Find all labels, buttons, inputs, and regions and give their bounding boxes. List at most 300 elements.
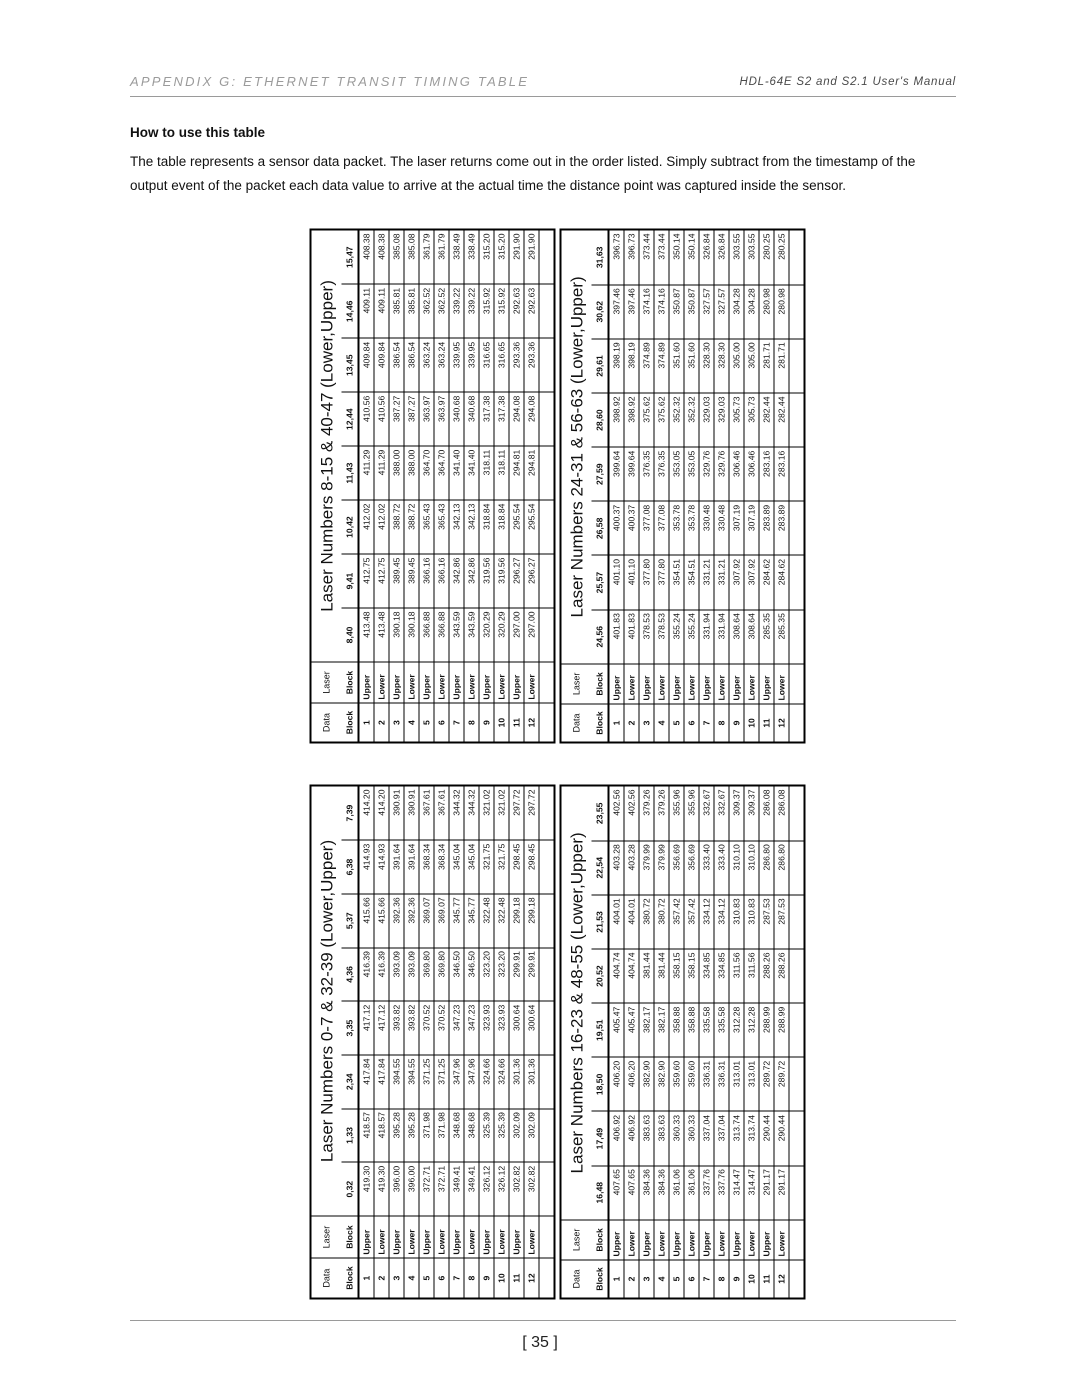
block-header: Block: [592, 704, 609, 742]
timing-value: 354.51: [669, 555, 684, 609]
timing-value: 407.65: [624, 1166, 639, 1220]
timing-value: 347.96: [449, 1055, 464, 1109]
timing-value: 352.32: [684, 393, 699, 447]
timing-value: 418.57: [359, 1109, 375, 1163]
timing-value: 310.10: [729, 841, 744, 895]
timing-value: 285.35: [774, 610, 789, 664]
block-number: 6: [434, 1258, 449, 1298]
column-header: 0,32: [342, 1162, 359, 1216]
column-header: 17,49: [592, 1111, 609, 1165]
timing-value: 308.64: [729, 610, 744, 664]
data-label: Data: [311, 703, 342, 742]
timing-value: 335.58: [699, 1003, 714, 1057]
timing-value: 293.36: [524, 338, 539, 392]
laser-block: Upper: [479, 1216, 494, 1258]
spacer-cell: [539, 1109, 555, 1163]
timing-value: 355.96: [669, 786, 684, 841]
timing-value: 367.61: [434, 786, 449, 841]
spacer-cell: [789, 1166, 805, 1220]
timing-value: 353.78: [684, 501, 699, 555]
timing-value: 393.09: [389, 948, 404, 1002]
page-header: [130, 72, 956, 97]
timing-value: 381.44: [639, 949, 654, 1003]
timing-value: 343.59: [464, 608, 479, 662]
timing-value: 375.62: [639, 393, 654, 447]
table-spacer-row: [539, 786, 555, 1299]
block-number: 5: [419, 1258, 434, 1298]
table-row: [759, 230, 774, 743]
timing-value: 332.67: [714, 786, 729, 841]
timing-value: 323.20: [479, 948, 494, 1002]
table-row: [419, 786, 434, 1299]
table-row: [609, 786, 625, 1299]
block-number: 11: [509, 703, 524, 742]
laser-block: Upper: [359, 1216, 375, 1258]
spacer-cell: [789, 339, 805, 393]
laser-block: Lower: [494, 1216, 509, 1258]
timing-value: 326.12: [479, 1162, 494, 1216]
spacer-cell: [789, 447, 805, 501]
spacer-cell: [539, 1258, 555, 1298]
timing-value: 315.92: [494, 284, 509, 338]
table-spacer-row: [789, 230, 805, 743]
timing-value: 401.10: [624, 555, 639, 609]
table-row: [624, 230, 639, 743]
timing-value: 297.72: [509, 786, 524, 841]
timing-value: 401.10: [609, 555, 625, 609]
table-row: [699, 230, 714, 743]
laser-block: Upper: [509, 1216, 524, 1258]
table-row: [449, 230, 464, 743]
laser-block: Upper: [639, 1220, 654, 1260]
timing-value: 388.72: [404, 500, 419, 554]
timing-value: 330.48: [714, 501, 729, 555]
spacer-cell: [539, 392, 555, 446]
timing-value: 368.34: [419, 840, 434, 894]
spacer-cell: [539, 500, 555, 554]
laser-block: Upper: [479, 662, 494, 703]
timing-value: 353.78: [669, 501, 684, 555]
block-number: 5: [669, 704, 684, 742]
table-row: [389, 230, 404, 743]
timing-value: 302.09: [524, 1109, 539, 1163]
timing-value: 283.89: [774, 501, 789, 555]
spacer-cell: [539, 894, 555, 948]
table-row: [419, 230, 434, 743]
timing-value: 342.86: [449, 554, 464, 608]
timing-value: 313.74: [729, 1111, 744, 1165]
timing-value: 347.23: [449, 1001, 464, 1055]
spacer-cell: [789, 501, 805, 555]
column-header: 5,37: [342, 894, 359, 948]
table-row: [684, 230, 699, 743]
block-number: 1: [609, 704, 625, 742]
timing-value: 320.29: [479, 608, 494, 662]
laser-block: Upper: [359, 662, 375, 703]
spacer-cell: [789, 1057, 805, 1111]
timing-value: 299.18: [524, 894, 539, 948]
timing-value: 384.36: [639, 1166, 654, 1220]
timing-value: 371.98: [419, 1109, 434, 1163]
table-row: [744, 786, 759, 1299]
timing-value: 343.59: [449, 608, 464, 662]
laser-block: Upper: [699, 1220, 714, 1260]
laser-block: Upper: [759, 1220, 774, 1260]
table-spacer-row: [539, 230, 555, 743]
timing-value: 345.77: [464, 894, 479, 948]
laser-block: Lower: [464, 1216, 479, 1258]
timing-value: 364.70: [434, 446, 449, 500]
timing-value: 316.65: [479, 338, 494, 392]
laser-label: Laser: [561, 1220, 592, 1260]
block-number: 10: [744, 1260, 759, 1298]
block-header: Block: [342, 1258, 359, 1298]
timing-value: 319.56: [494, 554, 509, 608]
block-number: 2: [374, 703, 389, 742]
timing-value: 299.91: [524, 948, 539, 1002]
timing-value: 383.63: [639, 1111, 654, 1165]
timing-value: 393.82: [404, 1001, 419, 1055]
timing-value: 291.90: [524, 230, 539, 285]
spacer-cell: [539, 230, 555, 285]
timing-value: 309.37: [744, 786, 759, 841]
table-row: [729, 230, 744, 743]
column-header: 13,45: [342, 338, 359, 392]
timing-value: 291.17: [759, 1166, 774, 1220]
timing-value: 280.98: [759, 285, 774, 339]
timing-value: 354.51: [684, 555, 699, 609]
column-header: 21,53: [592, 895, 609, 949]
timing-value: 357.42: [684, 895, 699, 949]
timing-value: 348.68: [464, 1109, 479, 1163]
timing-value: 323.93: [494, 1001, 509, 1055]
timing-value: 412.75: [359, 554, 375, 608]
block-number: 10: [744, 704, 759, 742]
timing-value: 374.16: [654, 285, 669, 339]
column-header: 4,36: [342, 948, 359, 1002]
laser-label: Laser: [311, 1216, 342, 1258]
table-row: [494, 786, 509, 1299]
timing-value: 316.65: [494, 338, 509, 392]
laser-block: Lower: [494, 662, 509, 703]
timing-value: 301.36: [524, 1055, 539, 1109]
timing-value: 310.83: [744, 895, 759, 949]
timing-value: 401.83: [609, 610, 625, 664]
timing-value: 403.28: [624, 841, 639, 895]
timing-value: 386.54: [389, 338, 404, 392]
timing-table-24-31-56-63: [560, 229, 790, 744]
timing-value: 368.34: [434, 840, 449, 894]
laser-block: Lower: [404, 662, 419, 703]
timing-value: 342.13: [449, 500, 464, 554]
block-number: 6: [684, 1260, 699, 1298]
table-row: [374, 786, 389, 1299]
timing-value: 358.88: [684, 1003, 699, 1057]
table-row: [464, 230, 479, 743]
timing-value: 384.36: [654, 1166, 669, 1220]
timing-value: 386.54: [404, 338, 419, 392]
timing-value: 350.87: [684, 285, 699, 339]
timing-value: 353.05: [684, 447, 699, 501]
timing-value: 350.14: [669, 230, 684, 285]
laser-block: Lower: [684, 1220, 699, 1260]
timing-value: 323.20: [494, 948, 509, 1002]
timing-value: 370.52: [434, 1001, 449, 1055]
timing-value: 387.27: [389, 392, 404, 446]
timing-value: 397.46: [624, 285, 639, 339]
timing-value: 280.98: [774, 285, 789, 339]
timing-value: 363.24: [419, 338, 434, 392]
timing-value: 385.81: [389, 284, 404, 338]
timing-value: 374.16: [639, 285, 654, 339]
column-header: 28,60: [592, 393, 609, 447]
timing-value: 391.64: [404, 840, 419, 894]
timing-value: 379.99: [654, 841, 669, 895]
spacer-cell: [789, 895, 805, 949]
spacer-cell: [789, 1260, 805, 1298]
laser-block: Upper: [699, 664, 714, 704]
table-row: [359, 786, 375, 1299]
timing-value: 314.47: [729, 1166, 744, 1220]
timing-value: 300.64: [524, 1001, 539, 1055]
timing-value: 378.53: [639, 610, 654, 664]
timing-value: 416.39: [359, 948, 375, 1002]
timing-value: 327.57: [699, 285, 714, 339]
timing-value: 288.26: [759, 949, 774, 1003]
block-number: 3: [639, 1260, 654, 1298]
table-title: Laser Numbers 16-23 & 48-55 (Lower,Upper): [561, 786, 592, 1220]
timing-value: 385.08: [389, 230, 404, 285]
timing-value: 286.08: [774, 786, 789, 841]
timing-value: 365.43: [419, 500, 434, 554]
block-number: 12: [774, 704, 789, 742]
section-text: The table represents a sensor data packet. The laser returns come out in the order listed. Simply subtract from the timestamp of the output event of the packet each data value to arrive at the actual time the distance point was captured inside the sensor.: [130, 154, 916, 193]
spacer-cell: [539, 948, 555, 1002]
block-number: 4: [654, 1260, 669, 1298]
timing-value: 289.72: [774, 1057, 789, 1111]
block-number: 4: [654, 704, 669, 742]
timing-value: 396.73: [609, 230, 625, 285]
timing-value: 370.52: [419, 1001, 434, 1055]
timing-value: 377.80: [654, 555, 669, 609]
column-header: 23,55: [592, 786, 609, 841]
timing-value: 412.02: [359, 500, 375, 554]
column-header: 15,47: [342, 230, 359, 285]
timing-value: 341.40: [449, 446, 464, 500]
timing-value: 355.24: [669, 610, 684, 664]
timing-value: 348.68: [449, 1109, 464, 1163]
table-row: [609, 230, 625, 743]
timing-value: 298.45: [524, 840, 539, 894]
timing-value: 371.25: [434, 1055, 449, 1109]
timing-value: 312.28: [744, 1003, 759, 1057]
column-header: 30,62: [592, 285, 609, 339]
column-header: 10,42: [342, 500, 359, 554]
timing-value: 340.68: [449, 392, 464, 446]
footer-divider: [130, 1320, 956, 1321]
timing-value: 289.72: [759, 1057, 774, 1111]
timing-value: 353.05: [669, 447, 684, 501]
timing-value: 359.60: [684, 1057, 699, 1111]
timing-value: 356.69: [669, 841, 684, 895]
timing-value: 321.75: [479, 840, 494, 894]
spacer-cell: [789, 949, 805, 1003]
timing-value: 397.46: [609, 285, 625, 339]
timing-value: 339.22: [449, 284, 464, 338]
timing-value: 409.84: [359, 338, 375, 392]
timing-value: 331.21: [699, 555, 714, 609]
timing-value: 418.57: [374, 1109, 389, 1163]
table-title-row: [311, 786, 342, 1299]
timing-value: 371.25: [419, 1055, 434, 1109]
timing-value: 369.80: [419, 948, 434, 1002]
timing-value: 400.37: [609, 501, 625, 555]
table-spacer-row: [789, 786, 805, 1299]
timing-value: 396.73: [624, 230, 639, 285]
timing-value: 297.00: [509, 608, 524, 662]
timing-value: 285.35: [759, 610, 774, 664]
table-row: [509, 230, 524, 743]
timing-value: 333.40: [699, 841, 714, 895]
timing-value: 363.97: [434, 392, 449, 446]
timing-value: 300.64: [509, 1001, 524, 1055]
block-number: 8: [714, 704, 729, 742]
laser-block: Upper: [449, 662, 464, 703]
laser-block: Upper: [609, 1220, 625, 1260]
section-heading: How to use this table: [130, 125, 266, 140]
timing-value: 321.75: [494, 840, 509, 894]
spacer-cell: [789, 786, 805, 841]
table-title-row: [311, 230, 342, 743]
timing-value: 337.76: [714, 1166, 729, 1220]
timing-value: 310.10: [744, 841, 759, 895]
timing-value: 302.09: [509, 1109, 524, 1163]
timing-value: 306.46: [744, 447, 759, 501]
timing-value: 322.48: [479, 894, 494, 948]
laser-block: Upper: [449, 1216, 464, 1258]
spacer-cell: [539, 338, 555, 392]
timing-value: 377.08: [639, 501, 654, 555]
timing-value: 382.17: [639, 1003, 654, 1057]
timing-value: 376.35: [639, 447, 654, 501]
timing-value: 391.64: [389, 840, 404, 894]
timing-value: 304.28: [744, 285, 759, 339]
timing-value: 355.24: [684, 610, 699, 664]
table-row: [774, 786, 789, 1299]
timing-value: 378.53: [654, 610, 669, 664]
timing-value: 284.62: [759, 555, 774, 609]
table-row: [479, 786, 494, 1299]
block-number: 4: [404, 703, 419, 742]
timing-value: 417.12: [374, 1001, 389, 1055]
timing-value: 419.30: [374, 1162, 389, 1216]
timing-value: 351.60: [684, 339, 699, 393]
timing-value: 373.44: [639, 230, 654, 285]
timing-value: 415.66: [359, 894, 375, 948]
spacer-cell: [789, 393, 805, 447]
timing-value: 414.20: [359, 786, 375, 841]
timing-value: 331.94: [714, 610, 729, 664]
spacer-cell: [539, 786, 555, 841]
column-header: 19,51: [592, 1003, 609, 1057]
spacer-cell: [789, 555, 805, 609]
column-header: 18,50: [592, 1057, 609, 1111]
timing-value: 349.41: [464, 1162, 479, 1216]
timing-value: 329.03: [699, 393, 714, 447]
timing-value: 324.66: [494, 1055, 509, 1109]
timing-value: 406.20: [609, 1057, 625, 1111]
timing-value: 410.56: [374, 392, 389, 446]
timing-value: 307.19: [744, 501, 759, 555]
block-header: Block: [592, 1260, 609, 1298]
timing-value: 329.76: [699, 447, 714, 501]
timing-value: 337.76: [699, 1166, 714, 1220]
table-title: Laser Numbers 24-31 & 56-63 (Lower,Upper): [561, 230, 592, 664]
timing-value: 411.29: [374, 446, 389, 500]
timing-value: 307.92: [729, 555, 744, 609]
timing-value: 406.92: [624, 1111, 639, 1165]
timing-value: 404.74: [624, 949, 639, 1003]
block-number: 2: [374, 1258, 389, 1298]
timing-value: 362.52: [419, 284, 434, 338]
timing-value: 414.93: [374, 840, 389, 894]
timing-value: 292.63: [524, 284, 539, 338]
timing-value: 339.22: [464, 284, 479, 338]
timing-value: 313.01: [744, 1057, 759, 1111]
timing-value: 412.75: [374, 554, 389, 608]
timing-value: 283.89: [759, 501, 774, 555]
timing-value: 299.18: [509, 894, 524, 948]
timing-value: 317.38: [494, 392, 509, 446]
timing-value: 346.50: [449, 948, 464, 1002]
page-number: [ 35 ]: [522, 1334, 558, 1351]
column-header: 20,52: [592, 949, 609, 1003]
timing-value: 417.84: [374, 1055, 389, 1109]
timing-value: 366.16: [434, 554, 449, 608]
laser-block: Lower: [524, 662, 539, 703]
timing-value: 304.28: [729, 285, 744, 339]
block-number: 9: [479, 1258, 494, 1298]
timing-value: 292.63: [509, 284, 524, 338]
timing-value: 361.79: [419, 230, 434, 285]
timing-value: 408.38: [374, 230, 389, 285]
table-title-row: [561, 786, 592, 1299]
timing-value: 344.32: [464, 786, 479, 841]
timing-value: 315.92: [479, 284, 494, 338]
block-number: 10: [494, 1258, 509, 1298]
table-row: [624, 786, 639, 1299]
timing-value: 310.83: [729, 895, 744, 949]
data-label: Data: [561, 704, 592, 742]
block-number: 11: [509, 1258, 524, 1298]
timing-value: 331.94: [699, 610, 714, 664]
timing-value: 303.55: [744, 230, 759, 285]
timing-value: 318.84: [479, 500, 494, 554]
timing-value: 336.31: [699, 1057, 714, 1111]
timing-value: 341.40: [464, 446, 479, 500]
spacer-cell: [789, 664, 805, 704]
block-number: 7: [699, 704, 714, 742]
block-number: 3: [389, 1258, 404, 1298]
timing-value: 396.00: [389, 1162, 404, 1216]
timing-value: 380.72: [639, 895, 654, 949]
timing-value: 389.45: [389, 554, 404, 608]
timing-value: 369.07: [434, 894, 449, 948]
timing-value: 337.04: [714, 1111, 729, 1165]
spacer-cell: [789, 230, 805, 285]
laser-block: Lower: [404, 1216, 419, 1258]
timing-value: 294.08: [524, 392, 539, 446]
